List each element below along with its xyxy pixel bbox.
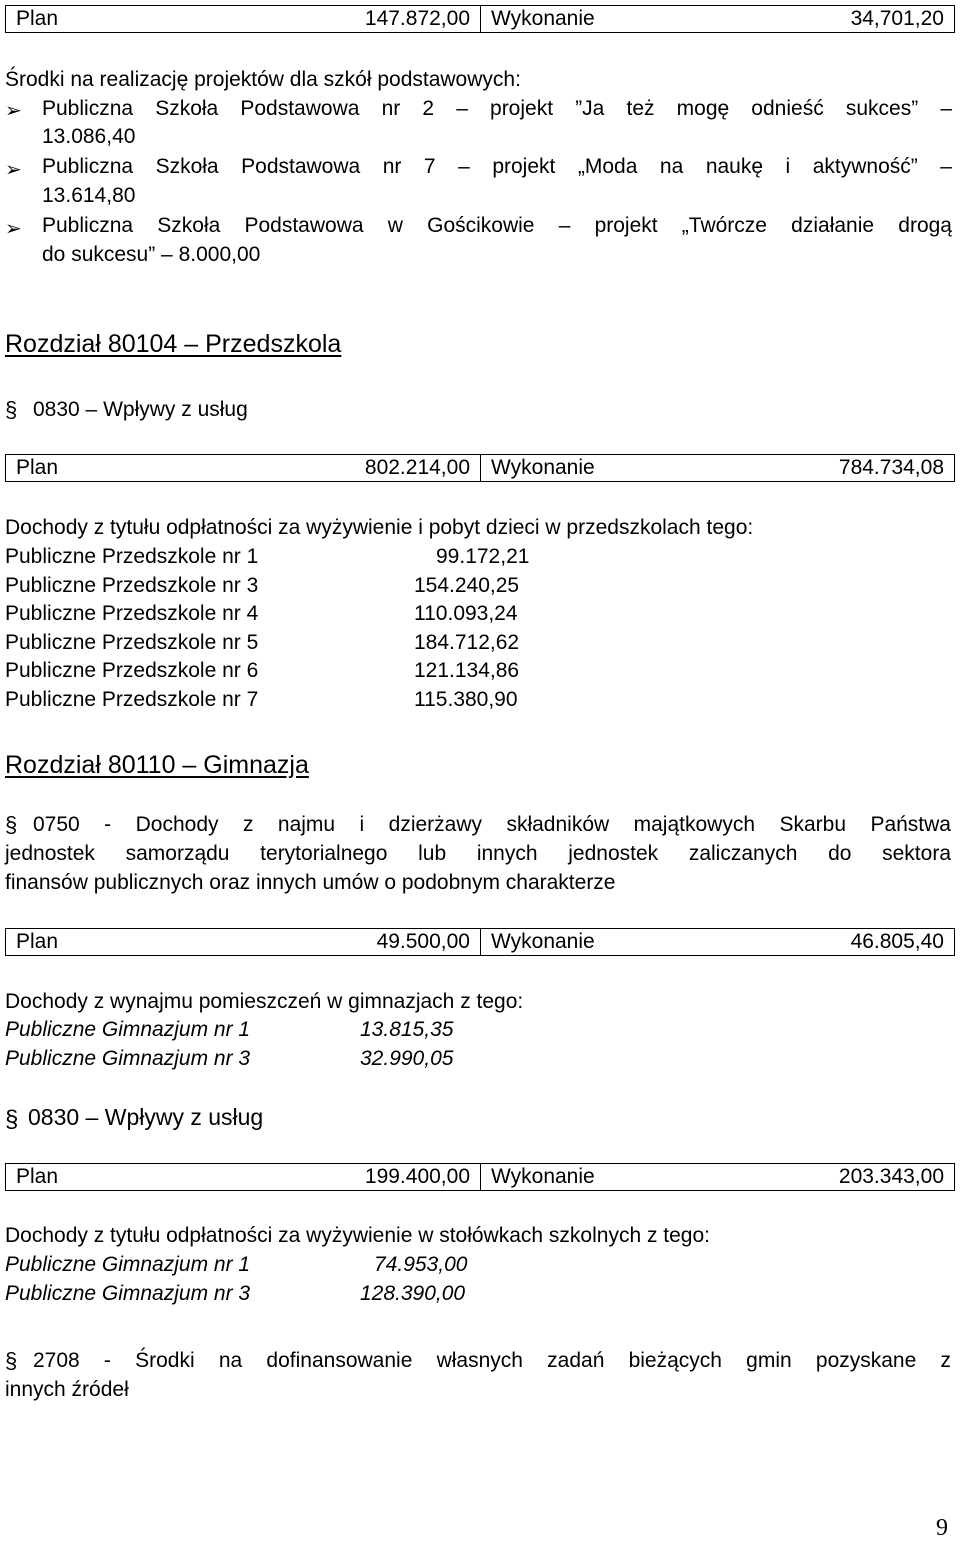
page-number: 9	[936, 1515, 948, 1541]
gimnazjum-name: Publiczne Gimnazjum nr 1	[5, 1018, 251, 1041]
subsection-0750-line2: jednostek samorządu terytorialnego lub innych jednostek zaliczanych do sektora	[5, 842, 951, 865]
projects-intro: Środki na realizację projektów dla szkół podstawowych:	[5, 68, 521, 91]
arrow-bullet-icon: ➢	[5, 100, 22, 122]
przedszkole-name: Publiczne Przedszkole nr 1	[5, 545, 259, 568]
plan-table-80104	[5, 454, 955, 482]
gimnazja-meals-intro: Dochody z tytułu odpłatności za wyżywienie w stołówkach szkolnych z tego:	[5, 1224, 710, 1247]
section-sign-icon: §	[5, 812, 18, 837]
przedszkola-intro: Dochody z tytułu odpłatności za wyżywienie i pobyt dzieci w przedszkolach tego:	[5, 516, 754, 539]
plan-label: Plan	[16, 456, 59, 479]
gimnazjum-name: Publiczne Gimnazjum nr 1	[5, 1253, 251, 1276]
subsection-2708-line2: innych źródeł	[5, 1378, 129, 1401]
gimnazjum-name: Publiczne Gimnazjum nr 3	[5, 1282, 251, 1305]
plan-value: 802.214,00	[364, 456, 470, 479]
gimnazjum-name: Publiczne Gimnazjum nr 3	[5, 1047, 251, 1070]
project-2-line2: 13.614,80	[42, 184, 136, 207]
plan-value: 199.400,00	[364, 1165, 470, 1188]
przedszkole-value: 121.134,86	[414, 659, 520, 682]
section-sign-icon: §	[5, 1106, 19, 1133]
subsection-0750-line3: finansów publicznych oraz innych umów o podobnym charakterze	[5, 871, 616, 894]
przedszkole-name: Publiczne Przedszkole nr 6	[5, 659, 259, 682]
exec-label: Wykonanie	[491, 7, 595, 30]
subsection-0830-gimnazja: 0830 – Wpływy z usług	[28, 1104, 264, 1130]
project-3-line2: do sukcesu” – 8.000,00	[42, 243, 261, 266]
przedszkole-value: 115.380,90	[414, 688, 518, 711]
section-sign-icon: §	[5, 1348, 18, 1373]
exec-value: 203.343,00	[838, 1165, 944, 1188]
plan-table-1	[5, 5, 955, 33]
plan-value: 49.500,00	[376, 930, 470, 953]
project-1-line2: 13.086,40	[42, 125, 136, 148]
section-heading-80104: Rozdział 80104 – Przedszkola	[5, 330, 342, 358]
gimnazjum-value: 13.815,35	[360, 1018, 454, 1041]
przedszkole-name: Publiczne Przedszkole nr 5	[5, 631, 259, 654]
plan-table-0750	[5, 928, 955, 956]
exec-label: Wykonanie	[491, 930, 595, 953]
gimnazja-rent-intro: Dochody z wynajmu pomieszczeń w gimnazjach z tego:	[5, 990, 524, 1013]
project-2-line1: Publiczna Szkoła Podstawowa nr 7 – projekt „Moda na naukę i aktywność” –	[42, 155, 952, 178]
przedszkole-value: 110.093,24	[414, 602, 518, 625]
section-sign-icon: §	[5, 397, 18, 422]
subsection-0750-line1: 0750 - Dochody z najmu i dzierżawy składników majątkowych Skarbu Państwa	[33, 813, 951, 836]
przedszkole-name: Publiczne Przedszkole nr 4	[5, 602, 259, 625]
subsection-0830: 0830 – Wpływy z usług	[33, 398, 248, 421]
subsection-2708-line1: 2708 - Środki na dofinansowanie własnych zadań bieżących gmin pozyskane z	[33, 1349, 951, 1372]
exec-value: 784.734,08	[838, 456, 944, 479]
plan-label: Plan	[16, 930, 59, 953]
przedszkole-value: 184.712,62	[414, 631, 520, 654]
przedszkole-name: Publiczne Przedszkole nr 3	[5, 574, 259, 597]
exec-label: Wykonanie	[491, 456, 595, 479]
exec-label: Wykonanie	[491, 1165, 595, 1188]
przedszkole-value: 99.172,21	[436, 545, 530, 568]
section-heading-80110: Rozdział 80110 – Gimnazja	[5, 751, 309, 779]
plan-value: 147.872,00	[364, 7, 470, 30]
arrow-bullet-icon: ➢	[5, 159, 22, 181]
project-3-line1: Publiczna Szkoła Podstawowa w Gościkowie – projekt „Twórcze działanie drogą	[42, 214, 952, 237]
gimnazjum-value: 32.990,05	[360, 1047, 454, 1070]
przedszkole-value: 154.240,25	[414, 574, 520, 597]
plan-label: Plan	[16, 1165, 59, 1188]
plan-table-0830-gimnazja	[5, 1163, 955, 1191]
gimnazjum-value: 74.953,00	[374, 1253, 468, 1276]
przedszkole-name: Publiczne Przedszkole nr 7	[5, 688, 259, 711]
exec-value: 34,701,20	[850, 7, 944, 30]
exec-value: 46.805,40	[850, 930, 944, 953]
arrow-bullet-icon: ➢	[5, 218, 22, 240]
gimnazjum-value: 128.390,00	[360, 1282, 466, 1305]
project-1-line1: Publiczna Szkoła Podstawowa nr 2 – projekt ”Ja też mogę odnieść sukces” –	[42, 97, 952, 120]
plan-label: Plan	[16, 7, 59, 30]
